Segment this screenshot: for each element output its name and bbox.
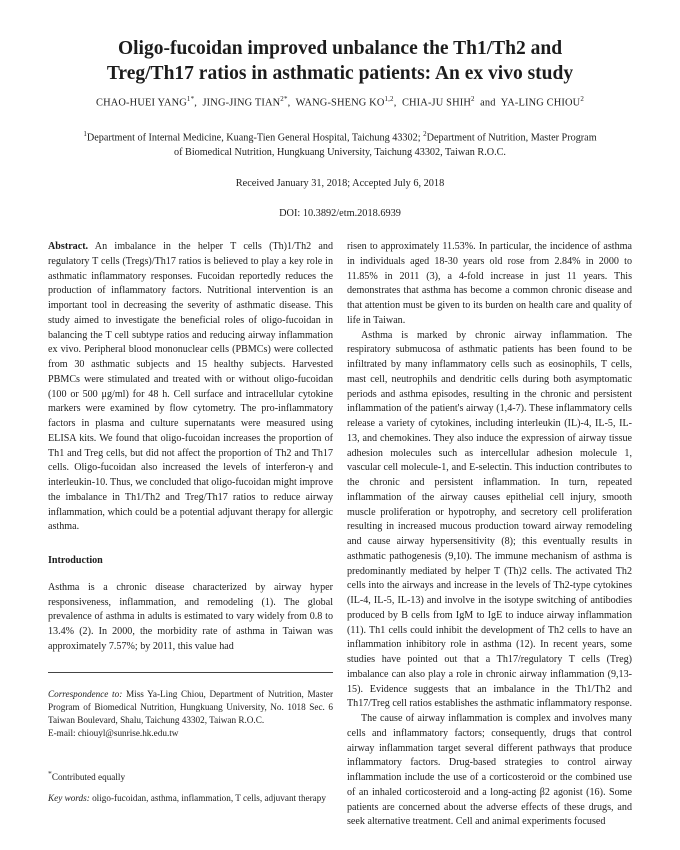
author-affil-mark: 2 (580, 95, 584, 103)
author-affil-mark: 2* (280, 95, 288, 103)
correspondence-text: Miss Ya-Ling Chiou, Department of Nutrition, Master Program of Biomedical Nutrition, Hungkuang University, No. 1018 Sec. 6 Taiwan Boulevard, Shalu, Taichung 43302, Taiwan R.O.C. (48, 689, 334, 725)
author-affil-mark: 1,2 (384, 95, 394, 103)
body-paragraph: The cause of airway inflammation is complex and involves many cells and inflammatory factors; consequently, drugs that control airway inflammation target several different pathways that produce inflammatory factors. Drug-based strategies to control airway inflammation include the use of a corticosteroid or the combined use of an inhaled corticosteroid and a long-acting β2 agonist (16). Some patients are concerned about the adverse effects of these drugs, and seek alternative treatment. Cell and animal experiments focused (347, 713, 632, 828)
email: E-mail: chiouyl@sunrise.hk.edu.tw (48, 728, 179, 738)
correspondence (48, 688, 333, 727)
author-affil-mark: 2 (471, 95, 475, 103)
left-column (48, 240, 333, 655)
author-name: YA-LING CHIOU (500, 97, 581, 109)
abstract-text: An imbalance in the helper T cells (Th)1/Th2 and regulatory T cells (Tregs)/Th17 ratios is believed to play a key role in asthmatic inflammatory responses. Fucoidan reportedly reduces the production of inflammatory factors. Nutritional intervention is an important tool in decreasing the severity of asthmatic disease. This study aimed to investigate the beneficial roles of oligo-fucoidan in balancing the T cell subtype ratios and reducing airway inflammation ex vivo. Peripheral blood mononuclear cells (PBMCs) were collected from 30 asthmatic subjects and 15 healthy subjects. Harvested PBMCs were stimulated and treated with or without oligo-fucoidan (100 or 500 μg/ml) for 48 h. Cell surface and intracellular cytokine markers were examined by flow cytometry. The pro-inflammatory factors in plasma and culture supernatants were measured using ELISA kits. We found that oligo-fucoidan increases the proportion of Th1 and Treg cells, but did not affect the proportion of Th2 and Th17 cells. Oligo-fucoidan also increased the levels of interferon-γ and interleukin-10. Thus, we concluded that oligo-fucoidan might improve the imbalance in Th1/Th2 and Treg/Th17 ratios to reduce airway inflammation, which could be a potential adjuvant therapy for allergic asthma. (48, 241, 333, 533)
title-line-1: Oligo-fucoidan improved unbalance the Th1/Th2 and (117, 38, 563, 59)
author-name: CHIA-JU SHIH (401, 97, 472, 109)
contrib-mark: * (48, 769, 52, 778)
title-line-2: Treg/Th17 ratios in asthmatic patients: An ex vivo study (106, 63, 574, 84)
keywords-block (48, 792, 333, 805)
doi: DOI: 10.3892/etm.2018.6939 (279, 208, 401, 219)
footnote-divider (48, 672, 333, 673)
keywords-text: oligo-fucoidan, asthma, inflammation, T cells, adjuvant therapy (92, 793, 326, 803)
keywords-label: Key words: (48, 793, 90, 803)
author-list: CHAO-HUEI $YANG^{1*}$, JING-JING $TIAN^{2*}$, WANG-SHENG KO$^{1,2}$, CHIA-JU SHIH$^2$ and YA-LING CHIOU$^2$ (96, 95, 584, 109)
paper-title (40, 36, 640, 86)
author-name: WANG-SHENG KO (295, 97, 385, 109)
affil-mark: 2 (423, 130, 427, 138)
intro-paragraph: Asthma is a chronic disease characterized by airway hyper responsiveness, inflammation, and remodeling (1). The global prevalence of asthma in adults is estimated to vary widely from 0.8 to 13.4% (2). In 2000, the morbidity rate of asthma in Taiwan was approximately 7.57%; by 2011, this value had (48, 581, 333, 652)
affiliations (80, 127, 600, 160)
author-affil-mark: 1* (186, 95, 195, 103)
body-paragraph: Asthma is marked by chronic airway inflammation. The respiratory submucosa of asthmatic patients has been found to be infiltrated by many inflammatory cells such as eosinophils, T cells, mast cell, neutrophils and dendritic cells during both asymptomatic periods and asthma episodes, resulting in the chronic and persistent inflammation of the patient's airway (1,4-7). These inflammatory cells release a variety of cytokines, including interleukin (IL)-4, IL-5, IL-13, and chemokines. They also induce the expression of airway tissue adhesion molecules such as intercellular adhesion molecule 1, vascular cell molecule-1, and E-selectin. This induction contributes to the chronic and persistent inflammation. In turn, repeated inflammation of the airway causes epithelial cell injury, smooth muscle proliferation or hypotrophy, and secretory cell proliferation resulting in increased mucous production toward airway remodeling and cause airway hypersensitivity (8); this eventually results in asthmatic pathogenesis (9,10). The immune mechanism of asthma is predominantly mediated by helper T (Th)2 cells. The activated Th2 cells into the airways and increase in the levels of Th2-type cytokines (IL-4, IL-5, IL-13) and involve in the isotype switching of antibodies produced by B cells from IgM to IgE to induce airway inflammation (11). Th1 cells could inhibit the development of Th2 cells to have an inflammation inhibitory role in asthma (12). In recent years, some studies have pointed out that a Th17/regulatory T cells (Treg) imbalance can also play a role in chronic airway inflammation (9,13-15). Evidence suggests that an imbalance in the Th1/Th2 and Th17/Treg cell ratios establishes the asthmatic inflammatory response. (347, 329, 632, 710)
affiliation-1: Department of Internal Medicine, Kuang-Tien General Hospital, Taichung 43302; (86, 132, 421, 144)
body-paragraph: risen to approximately 11.53%. In particular, the incidence of asthma in individuals aged 18-30 years old rose from 2.84% in 2000 to 11.85% in 2011 (3), a 4-fold increase in just 11 years. This demonstrates that asthma has become a common chronic disease and that attention must be given to its burden on health care and quality of life in Taiwan. (347, 241, 632, 326)
contributed-text: Contributed equally (51, 772, 126, 783)
right-column (347, 240, 632, 830)
abstract-paragraph (48, 240, 333, 535)
affil-mark: 1 (83, 130, 87, 138)
correspondence-label: Correspondence to: (48, 689, 123, 699)
author-conjunction: and (480, 97, 496, 109)
introduction-heading: Introduction (48, 555, 103, 566)
abstract-label: Abstract. (48, 241, 89, 252)
correspondence-block (48, 688, 333, 740)
contributed-note (48, 767, 333, 784)
received-accepted-dates: Received January 31, 2018; Accepted July 6, 2018 (235, 178, 445, 189)
affiliation-2: Department of Nutrition, Master Program of Biomedical Nutrition, Hungkuang University, Taichung 43302, Taiwan R.O.C. (174, 132, 597, 159)
author-name: JING-JING TIAN (202, 97, 281, 109)
author-name: CHAO-HUEI YANG (96, 97, 187, 109)
